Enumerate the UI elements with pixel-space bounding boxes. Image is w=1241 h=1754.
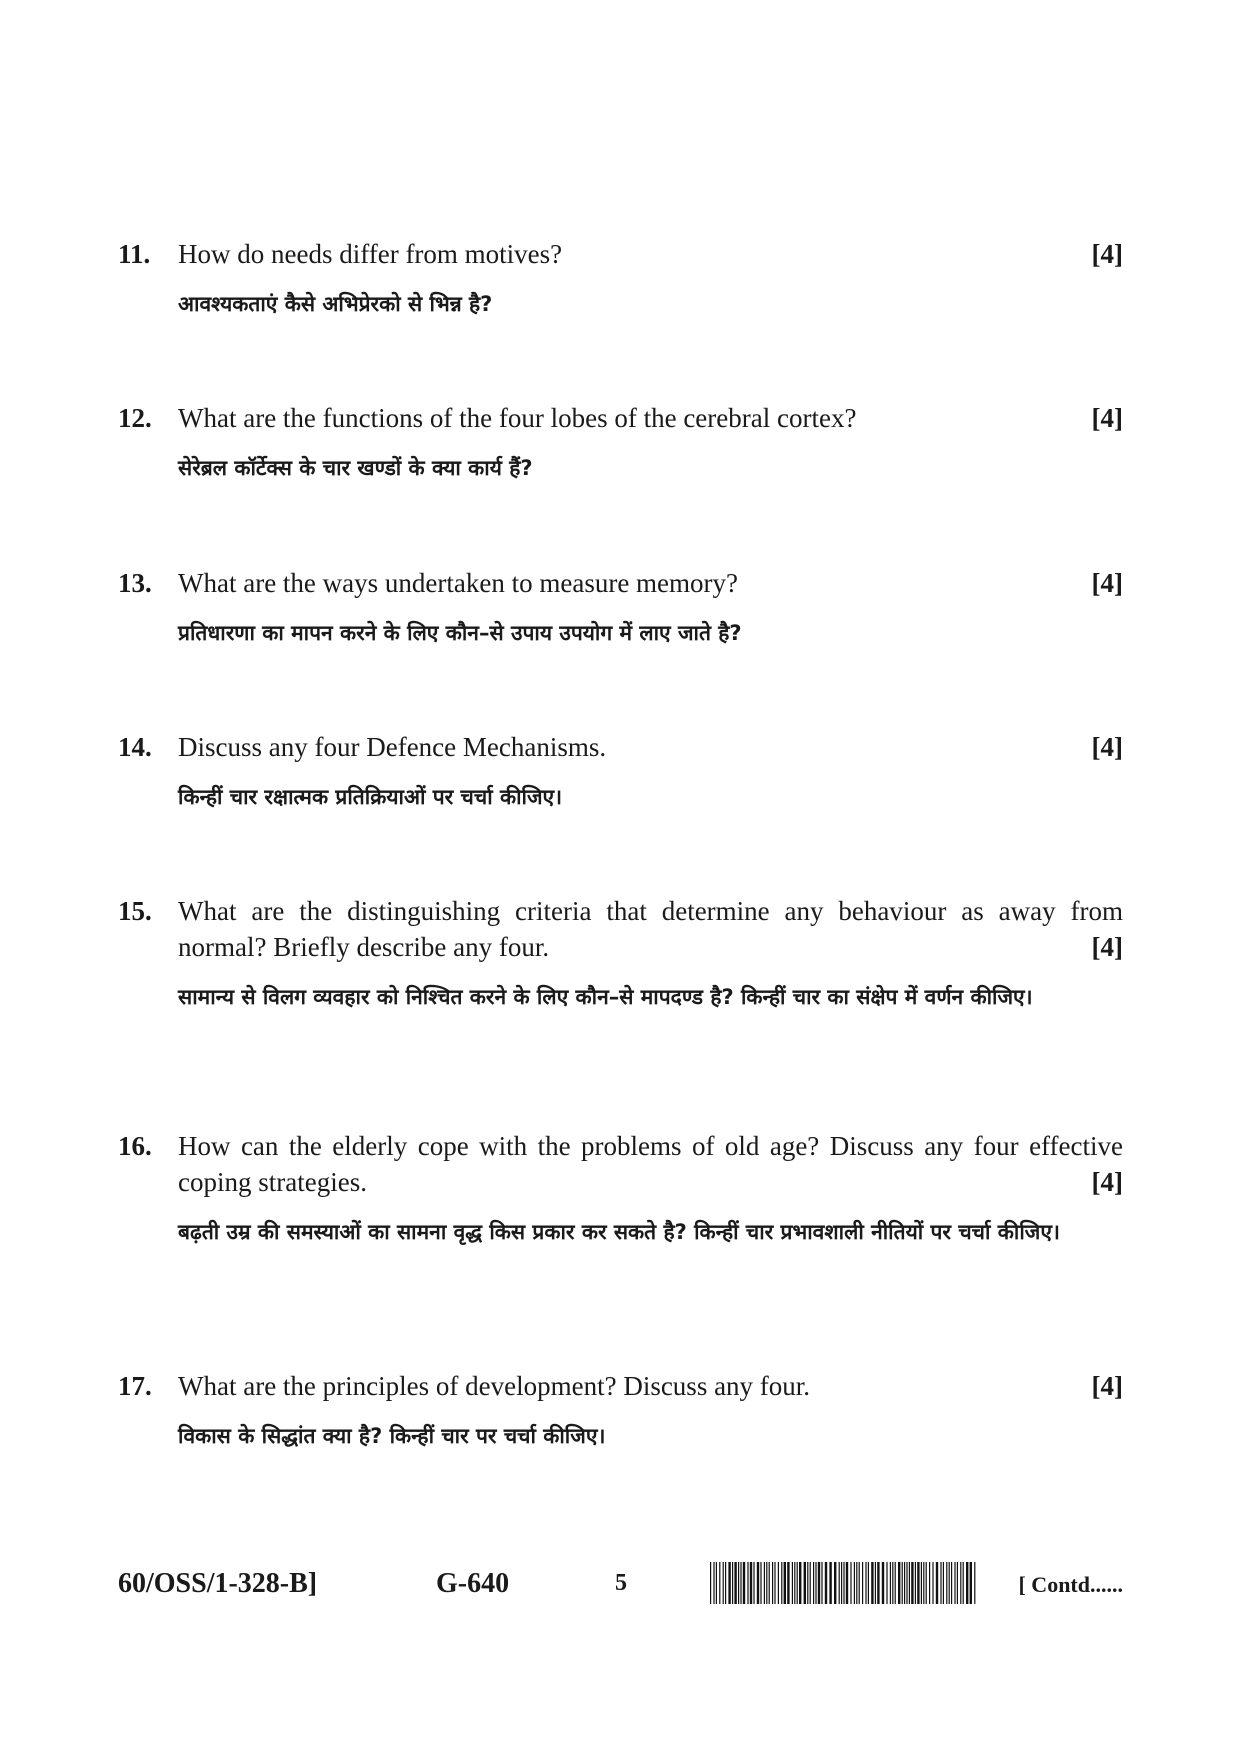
- question-marks: [4]: [1091, 1371, 1123, 1401]
- barcode-bar: [719, 1562, 720, 1604]
- barcode-bar: [895, 1562, 896, 1604]
- question-text: What are the principles of development? Discuss any four.: [178, 1371, 811, 1401]
- barcode-bar: [898, 1562, 900, 1604]
- question-text: What are the functions of the four lobes of the cerebral cortex?: [178, 403, 857, 433]
- paper-id: G-640: [436, 1568, 510, 1599]
- barcode-bar: [850, 1562, 851, 1604]
- barcode-bar: [815, 1562, 816, 1604]
- question-text: Discuss any four Defence Mechanisms.: [178, 732, 607, 762]
- barcode-bar: [781, 1562, 782, 1604]
- barcode-bar: [747, 1562, 748, 1604]
- barcode-bar: [890, 1562, 891, 1604]
- continued-label: [ Contd......: [1018, 1572, 1123, 1597]
- question-text-line-1: What are the distinguishing criteria that determine any behaviour as away from: [178, 896, 1123, 926]
- barcode-bar: [877, 1562, 879, 1604]
- barcode-bar: [732, 1562, 733, 1604]
- barcode-bar: [753, 1562, 754, 1604]
- barcode-bar: [728, 1562, 730, 1604]
- barcode-bar: [738, 1562, 739, 1604]
- barcode-bar: [963, 1562, 964, 1604]
- barcode-bar: [734, 1562, 736, 1604]
- barcode-bar: [892, 1562, 893, 1604]
- question-14: [118, 729, 1123, 816]
- barcode-bar: [936, 1562, 938, 1604]
- question-16: [118, 1128, 1123, 1251]
- question-text: How do needs differ from motives?: [178, 239, 563, 269]
- question-13: [118, 565, 1123, 652]
- barcode-bar: [859, 1562, 860, 1604]
- barcode-bar: [966, 1562, 968, 1604]
- barcode-bar: [725, 1562, 726, 1604]
- barcode-bar: [743, 1562, 745, 1604]
- question-text-hindi: प्रतिधारणा का मापन करने के लिए कौन–से उपाय उपयोग में लाए जाते है?: [178, 621, 742, 645]
- barcode-bar: [723, 1562, 724, 1604]
- barcode-bar: [804, 1562, 806, 1604]
- barcode-bar: [909, 1562, 910, 1604]
- barcode-bar: [871, 1562, 873, 1604]
- barcode-bar: [915, 1562, 916, 1604]
- question-12: [118, 400, 1123, 487]
- question-marks: [4]: [1091, 1167, 1123, 1197]
- question-11: [118, 236, 1123, 323]
- barcode-bar: [713, 1562, 714, 1604]
- barcode-bar: [946, 1562, 947, 1604]
- barcode-bar: [926, 1562, 927, 1604]
- question-text-hindi: सेरेब्रल कॉर्टेक्स के चार खण्डों के क्या कार्य हैं?: [178, 456, 533, 480]
- barcode-bar: [902, 1562, 903, 1604]
- barcode-bar: [854, 1562, 855, 1604]
- barcode-bar: [792, 1562, 793, 1604]
- question-number: 15.: [118, 896, 152, 926]
- barcode-bar: [769, 1562, 770, 1604]
- barcode-bar: [740, 1562, 741, 1604]
- question-number: 16.: [118, 1131, 152, 1161]
- barcode-bar: [834, 1562, 836, 1604]
- question-number: 12.: [118, 403, 152, 433]
- barcode-bar: [843, 1562, 844, 1604]
- question-number: 13.: [118, 568, 152, 598]
- question-text-hindi: आवश्यकताएं कैसे अभिप्रेरको से भिन्न है?: [178, 292, 493, 316]
- barcode-bar: [940, 1562, 941, 1604]
- question-marks: [4]: [1091, 932, 1123, 962]
- barcode-bar: [917, 1562, 919, 1604]
- question-number: 14.: [118, 732, 152, 762]
- barcode-bar: [825, 1562, 827, 1604]
- question-text-line-1: How can the elderly cope with the problems of old age? Discuss any four effective: [178, 1131, 1123, 1161]
- barcode-bar: [784, 1562, 786, 1604]
- question-text-hindi: सामान्य से विलग व्यवहार को निश्चित करने के लिए कौन–से मापदण्ड है? किन्हीं चार का संक्षेप में वर्णन कीजिए।: [178, 985, 1033, 1009]
- question-text: What are the ways undertaken to measure memory?: [178, 568, 739, 598]
- barcode-bar: [865, 1562, 866, 1604]
- question-text-hindi: बढ़ती उम्र की समस्याओं का सामना वृद्ध किस प्रकार कर सकते है? किन्हीं चार प्रभावशाली नीतियों पर चर्चा कीजिए।: [178, 1220, 1060, 1244]
- page-footer: [118, 1562, 1123, 1612]
- barcode-image: [710, 1562, 978, 1604]
- barcode-bar: [794, 1562, 795, 1604]
- question-17: [118, 1368, 1123, 1455]
- barcode-bar: [949, 1562, 950, 1604]
- barcode-bar: [970, 1562, 972, 1604]
- barcode-bar: [906, 1562, 907, 1604]
- barcode-bar: [921, 1562, 922, 1604]
- barcode-bar: [932, 1562, 933, 1604]
- question-text-line-2: normal? Briefly describe any four.: [178, 932, 550, 962]
- question-number: 17.: [118, 1371, 152, 1401]
- barcode-bar: [839, 1562, 840, 1604]
- barcode-bar: [810, 1562, 811, 1604]
- barcode-bar: [904, 1562, 905, 1604]
- barcode-bar: [886, 1562, 887, 1604]
- barcode-bar: [875, 1562, 876, 1604]
- paper-code: 60/OSS/1-328-B]: [118, 1568, 318, 1599]
- question-marks: [4]: [1091, 403, 1123, 433]
- barcode-bar: [821, 1562, 822, 1604]
- barcode-bar: [774, 1562, 775, 1604]
- question-text-line-2: coping strategies.: [178, 1167, 367, 1197]
- question-text-hindi: विकास के सिद्धांत क्या है? किन्हीं चार पर चर्चा कीजिए।: [178, 1424, 606, 1448]
- barcode-bar: [929, 1562, 930, 1604]
- barcode-bar: [797, 1562, 798, 1604]
- barcode-bar: [974, 1562, 975, 1604]
- barcode-bar: [760, 1562, 761, 1604]
- barcode-bar: [862, 1562, 863, 1604]
- barcode-bar: [960, 1562, 961, 1604]
- question-marks: [4]: [1091, 732, 1123, 762]
- question-text-hindi: किन्हीं चार रक्षात्मक प्रतिक्रियाओं पर चर्चा कीजिए।: [178, 785, 563, 809]
- barcode-bar: [911, 1562, 913, 1604]
- barcode-bar: [846, 1562, 848, 1604]
- barcode-bar: [818, 1562, 820, 1604]
- barcode-bar: [764, 1562, 765, 1604]
- barcode-bar: [750, 1562, 752, 1604]
- barcode-bar: [813, 1562, 814, 1604]
- barcode-bar: [757, 1562, 759, 1604]
- barcode-bar: [778, 1562, 779, 1604]
- barcode-bar: [829, 1562, 831, 1604]
- barcode-bar: [954, 1562, 955, 1604]
- barcode-bar: [799, 1562, 801, 1604]
- barcode-bar: [710, 1562, 711, 1604]
- barcode-bar: [923, 1562, 924, 1604]
- question-marks: [4]: [1091, 568, 1123, 598]
- question-number: 11.: [118, 239, 151, 269]
- barcode-bar: [772, 1562, 773, 1604]
- page-number: 5: [615, 1570, 627, 1596]
- barcode-bar: [787, 1562, 789, 1604]
- barcode-bar: [957, 1562, 958, 1604]
- barcode-bar: [951, 1562, 952, 1604]
- question-marks: [4]: [1091, 239, 1123, 269]
- barcode-bar: [841, 1562, 842, 1604]
- barcode-bar: [856, 1562, 857, 1604]
- barcode-bar: [807, 1562, 808, 1604]
- barcode-bar: [868, 1562, 869, 1604]
- barcode-bar: [766, 1562, 767, 1604]
- barcode-bar: [943, 1562, 944, 1604]
- question-15: [118, 893, 1123, 1016]
- barcode-bar: [716, 1562, 717, 1604]
- barcode-bar: [882, 1562, 884, 1604]
